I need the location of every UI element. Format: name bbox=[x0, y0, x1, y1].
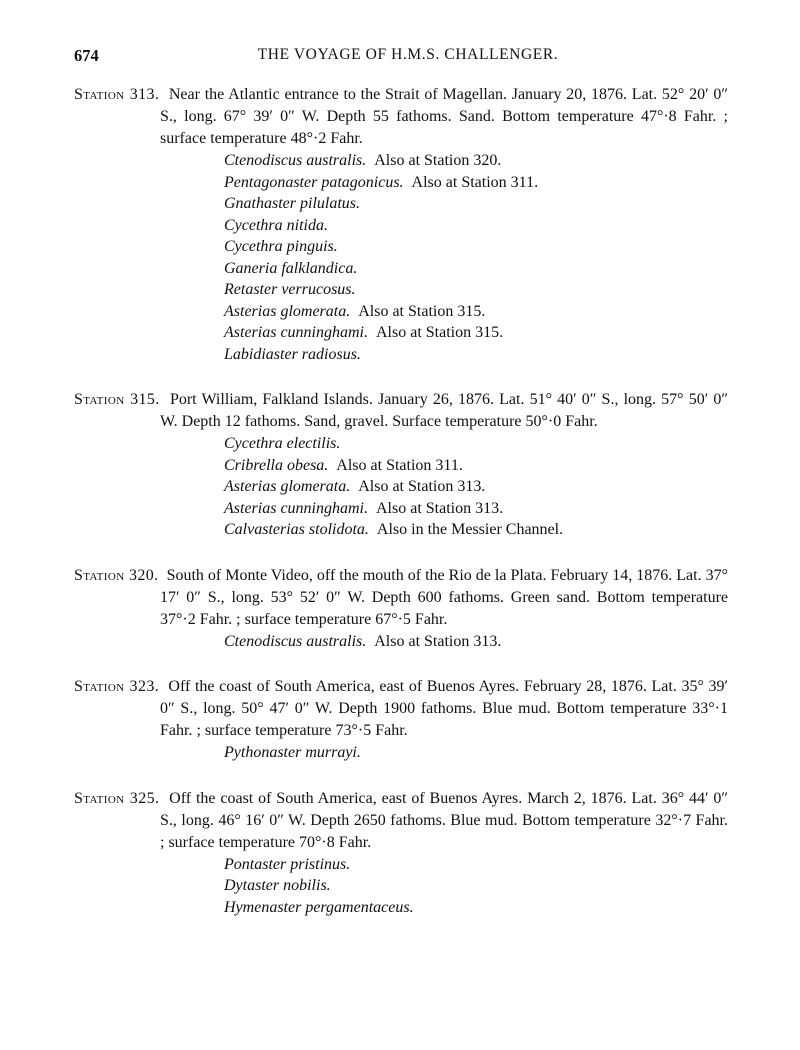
species-item bbox=[224, 150, 728, 172]
species-item bbox=[224, 498, 728, 520]
species-item bbox=[224, 897, 728, 919]
station-description: Off the coast of South America, east of Buenos Ayres. February 28, 1876. Lat. 35° 39′ 0″ S., long. 50° 47′ 0″ W. Depth 1900 fathoms. Blue mud. Bottom temperature 33°·1 Fahr. ; surface temperature 73°·5 Fahr. bbox=[160, 678, 728, 739]
species-item bbox=[224, 258, 728, 280]
species-name: Ctenodiscus australis. bbox=[224, 152, 367, 169]
species-name: Pythonaster murrayi. bbox=[224, 744, 361, 761]
species-item bbox=[224, 193, 728, 215]
species-list bbox=[74, 631, 728, 653]
station-entry bbox=[74, 788, 728, 919]
station-description: Off the coast of South America, east of Buenos Ayres. March 2, 1876. Lat. 36° 44′ 0″ S., long. 46° 16′ 0″ W. Depth 2650 fathoms. Blue mud. Bottom temperature 32°·7 Fahr. ; surface temperature 70°·8 Fahr. bbox=[160, 789, 728, 851]
species-item bbox=[224, 172, 728, 194]
species-item bbox=[224, 631, 728, 653]
species-list bbox=[74, 854, 728, 919]
species-name: Dytaster nobilis. bbox=[224, 877, 331, 894]
species-name: Asterias cunninghami. bbox=[224, 324, 368, 341]
species-name: Cribrella obesa. bbox=[224, 456, 329, 474]
station-description: South of Monte Video, off the mouth of the Rio de la Plata. February 14, 1876. Lat. 37° 17′ 0″ S., long. 53° 52′ 0″ W. Depth 600 fathoms. Green sand. Bottom temperature 37°·2 Fahr. ; surface temperature 67°·5 Fahr. bbox=[160, 566, 728, 628]
species-name: Cycethra pinguis. bbox=[224, 238, 338, 255]
species-item bbox=[224, 742, 728, 764]
species-name: Asterias glomerata. bbox=[224, 478, 351, 495]
species-list bbox=[74, 150, 728, 365]
species-note: Also in the Messier Channel. bbox=[376, 521, 564, 538]
species-name: Calvasterias stolidota. bbox=[224, 521, 369, 538]
species-note: Also at Station 320. bbox=[374, 152, 502, 169]
species-item bbox=[224, 322, 728, 344]
species-item bbox=[224, 854, 728, 876]
species-note: Also at Station 313. bbox=[358, 478, 486, 495]
station-label: Station 315. bbox=[74, 391, 160, 408]
species-item bbox=[224, 279, 728, 301]
species-item bbox=[224, 455, 728, 477]
species-note: Also at Station 315. bbox=[358, 302, 486, 320]
station-list bbox=[74, 84, 728, 942]
species-name: Asterias glomerata. bbox=[224, 302, 351, 320]
species-item bbox=[224, 301, 728, 323]
station-entry bbox=[74, 389, 728, 541]
species-name: Pentagonaster patagonicus. bbox=[224, 173, 404, 191]
station-label: Station 325. bbox=[74, 789, 160, 807]
species-note: Also at Station 313. bbox=[374, 632, 502, 650]
station-label: Station 323. bbox=[74, 678, 160, 695]
station-paragraph bbox=[74, 565, 728, 631]
station-entry bbox=[74, 565, 728, 653]
species-note: Also at Station 313. bbox=[376, 499, 504, 517]
species-name: Retaster verrucosus. bbox=[224, 281, 356, 298]
species-name: Cycethra electilis. bbox=[224, 435, 341, 452]
station-paragraph bbox=[74, 676, 728, 742]
station-description: Near the Atlantic entrance to the Strait of Magellan. January 20, 1876. Lat. 52° 20′ 0″ S., long. 67° 39′ 0″ W. Depth 55 fathoms. Sand. Bottom temperature 47°·8 Fahr. ; surface temperature 48°·2 Fahr. bbox=[160, 86, 729, 147]
species-item bbox=[224, 344, 728, 366]
station-label: Station 320. bbox=[74, 566, 159, 584]
species-list bbox=[74, 742, 728, 764]
species-item bbox=[224, 215, 728, 237]
species-item bbox=[224, 875, 728, 897]
station-entry bbox=[74, 84, 728, 365]
species-note: Also at Station 315. bbox=[376, 324, 504, 341]
running-title: THE VOYAGE OF H.M.S. CHALLENGER. bbox=[257, 46, 559, 63]
species-list bbox=[74, 433, 728, 541]
station-entry bbox=[74, 676, 728, 764]
species-item bbox=[224, 476, 728, 498]
station-label: Station 313. bbox=[74, 86, 160, 103]
species-item bbox=[224, 236, 728, 258]
species-name: Hymenaster pergamentaceus. bbox=[224, 898, 414, 916]
station-paragraph bbox=[74, 84, 728, 150]
species-note: Also at Station 311. bbox=[336, 456, 463, 474]
species-item bbox=[224, 433, 728, 455]
species-name: Pontaster pristinus. bbox=[224, 855, 351, 873]
species-note: Also at Station 311. bbox=[411, 173, 539, 191]
species-name: Ganeria falklandica. bbox=[224, 259, 358, 277]
page-header bbox=[74, 46, 742, 68]
species-name: Ctenodiscus australis. bbox=[224, 632, 367, 650]
species-name: Gnathaster pilulatus. bbox=[224, 195, 361, 212]
species-name: Asterias cunninghami. bbox=[224, 499, 368, 517]
species-item bbox=[224, 519, 728, 541]
species-name: Cycethra nitida. bbox=[224, 216, 328, 234]
station-description: Port William, Falkland Islands. January 26, 1876. Lat. 51° 40′ 0″ S., long. 57° 50′ 0″ W. Depth 12 fathoms. Sand, gravel. Surface temperature 50°·0 Fahr. bbox=[160, 391, 728, 430]
station-paragraph bbox=[74, 389, 728, 433]
station-paragraph bbox=[74, 788, 728, 854]
page-number: 674 bbox=[74, 46, 99, 65]
species-name: Labidiaster radiosus. bbox=[224, 345, 361, 363]
